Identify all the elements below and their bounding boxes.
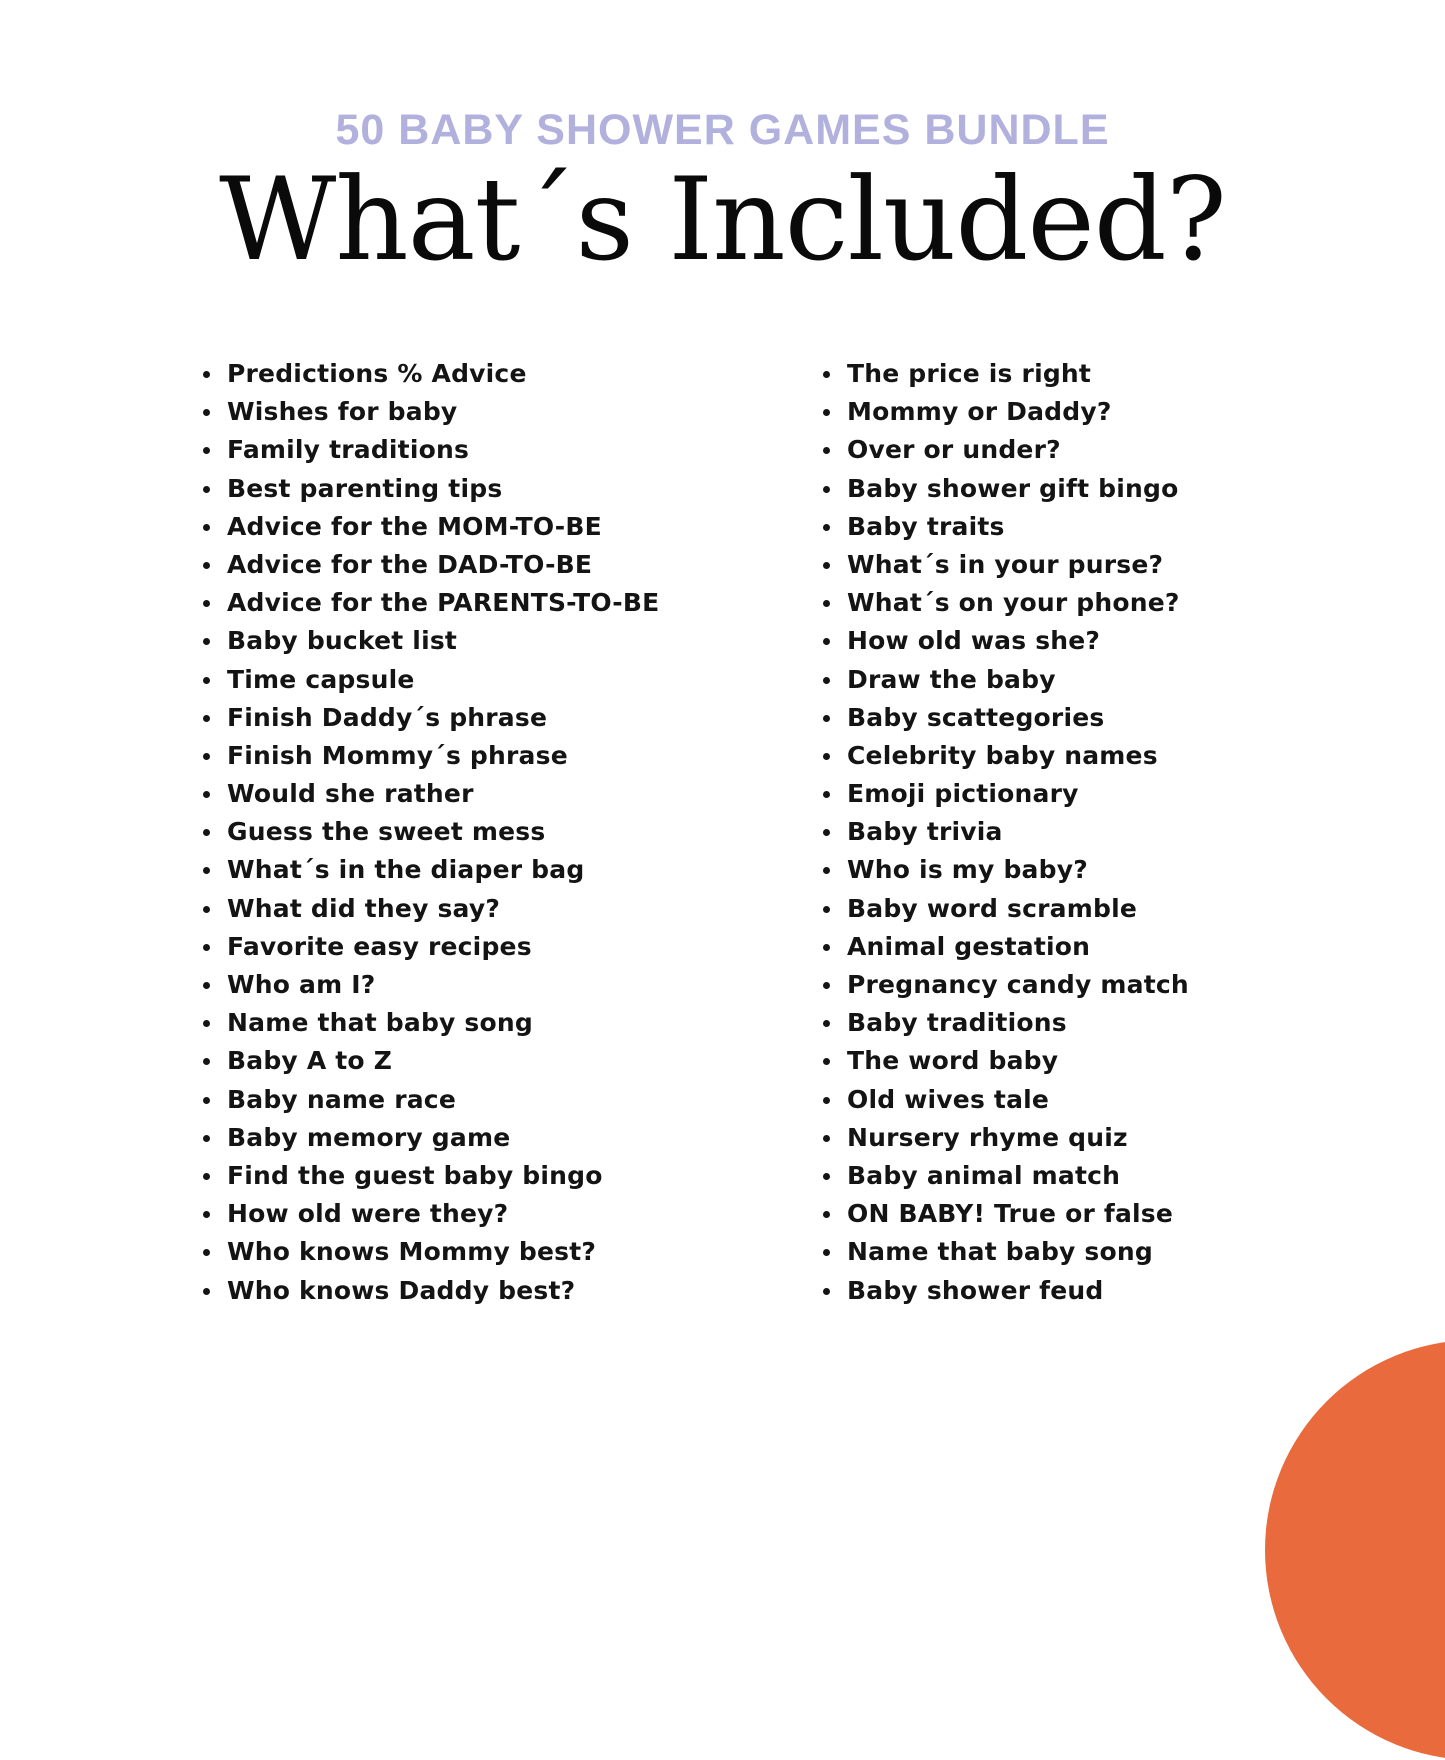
game-name: Baby shower gift bingo <box>847 473 1179 503</box>
list-item <box>200 890 659 928</box>
list-item <box>820 584 1189 622</box>
game-name: Celebrity baby names <box>847 740 1158 770</box>
game-name: Guess the sweet mess <box>227 817 546 847</box>
list-item <box>820 661 1189 699</box>
game-name: Baby traditions <box>847 1008 1067 1038</box>
game-name: Finish Daddy´s phrase <box>227 702 548 732</box>
list-item <box>200 584 659 622</box>
bullet-icon <box>823 829 830 836</box>
list-item <box>200 546 659 584</box>
game-name: What´s in the diaper bag <box>227 855 585 885</box>
game-name: Find the guest baby bingo <box>227 1160 603 1190</box>
bullet-icon <box>823 715 830 722</box>
bullet-icon <box>823 1020 830 1027</box>
game-name: Baby A to Z <box>227 1046 393 1076</box>
bullet-icon <box>823 906 830 913</box>
game-name: Baby animal match <box>847 1160 1121 1190</box>
bullet-icon <box>823 524 830 531</box>
bullet-icon <box>823 677 830 684</box>
bullet-icon <box>203 1288 210 1295</box>
list-item <box>820 737 1189 775</box>
list-item <box>200 661 659 699</box>
list-item <box>200 1004 659 1042</box>
bullet-icon <box>203 753 210 760</box>
list-item <box>200 928 659 966</box>
list-item <box>820 1004 1189 1042</box>
game-name: Predictions % Advice <box>227 359 527 388</box>
list-item <box>820 1119 1189 1157</box>
game-name: Advice for the DAD-TO-BE <box>227 549 593 579</box>
corner-mark-icon <box>1295 1379 1309 1400</box>
bullet-icon <box>203 1097 210 1104</box>
game-name: Baby name race <box>227 1084 456 1114</box>
bullet-icon <box>823 486 830 493</box>
game-name: Baby traits <box>847 511 1005 541</box>
game-name: Best parenting tips <box>227 473 503 503</box>
bullet-icon <box>203 791 210 798</box>
game-name: Animal gestation <box>847 931 1091 961</box>
game-name: Who am I? <box>227 970 376 999</box>
list-item <box>820 1195 1189 1233</box>
games-list-left <box>200 355 659 1310</box>
bullet-icon <box>203 715 210 722</box>
bullet-icon <box>203 1058 210 1065</box>
game-name: Time capsule <box>227 664 415 694</box>
game-name: Baby scattegories <box>847 702 1105 732</box>
bullet-icon <box>823 791 830 798</box>
bullet-icon <box>203 1020 210 1027</box>
list-item <box>200 1081 659 1119</box>
list-item <box>200 699 659 737</box>
bullet-icon <box>823 409 830 416</box>
list-item <box>820 1042 1189 1080</box>
list-item <box>820 1272 1189 1310</box>
list-item <box>200 508 659 546</box>
bullet-icon <box>203 447 210 454</box>
list-item <box>820 928 1189 966</box>
list-item <box>820 1157 1189 1195</box>
bullet-icon <box>823 1058 830 1065</box>
game-name: Who is my baby? <box>847 855 1088 885</box>
bullet-icon <box>203 1249 210 1256</box>
bullet-icon <box>203 829 210 836</box>
bullet-icon <box>823 944 830 951</box>
bullet-icon <box>823 1173 830 1180</box>
bullet-icon <box>823 600 830 607</box>
list-item <box>200 775 659 813</box>
bullet-icon <box>823 753 830 760</box>
bullet-icon <box>203 524 210 531</box>
game-name: Baby memory game <box>227 1122 511 1152</box>
list-item <box>820 508 1189 546</box>
bullet-icon <box>203 638 210 645</box>
game-name: The price is right <box>847 359 1092 388</box>
game-name: Nursery rhyme quiz <box>847 1122 1128 1152</box>
list-item <box>200 470 659 508</box>
list-item <box>820 1081 1189 1119</box>
bullet-icon <box>203 1135 210 1142</box>
bullet-icon <box>823 1135 830 1142</box>
bullet-icon <box>823 1288 830 1295</box>
list-item <box>820 813 1189 851</box>
game-name: Over or under? <box>847 435 1061 465</box>
list-item <box>820 775 1189 813</box>
bullet-icon <box>823 562 830 569</box>
game-name: Pregnancy candy match <box>847 970 1189 999</box>
bullet-icon <box>203 982 210 989</box>
game-name: The word baby <box>847 1046 1059 1076</box>
bullet-icon <box>203 562 210 569</box>
bullet-icon <box>823 638 830 645</box>
bullet-icon <box>823 371 830 378</box>
game-name: What´s in your purse? <box>847 549 1164 579</box>
list-item <box>820 851 1189 889</box>
list-item <box>820 966 1189 1004</box>
bullet-icon <box>823 1211 830 1218</box>
list-item <box>820 355 1189 393</box>
list-item <box>200 622 659 660</box>
list-item <box>200 1233 659 1271</box>
list-item <box>200 1119 659 1157</box>
bullet-icon <box>823 867 830 874</box>
game-name: Baby shower feud <box>847 1275 1104 1305</box>
games-list-right <box>820 355 1189 1310</box>
list-item <box>200 431 659 469</box>
game-name: Name that baby song <box>227 1008 533 1038</box>
game-name: ON BABY! True or false <box>847 1199 1174 1229</box>
game-name: Would she rather <box>227 779 474 809</box>
bullet-icon <box>823 447 830 454</box>
game-name: What´s on your phone? <box>847 588 1180 618</box>
list-item <box>820 622 1189 660</box>
bullet-icon <box>203 677 210 684</box>
list-item <box>820 890 1189 928</box>
bullet-icon <box>203 486 210 493</box>
game-name: Wishes for baby <box>227 397 458 427</box>
bullet-icon <box>203 906 210 913</box>
game-name: Draw the baby <box>847 664 1056 694</box>
game-name: Favorite easy recipes <box>227 931 532 961</box>
bullet-icon <box>823 1097 830 1104</box>
list-item <box>200 1272 659 1310</box>
game-name: Old wives tale <box>847 1084 1050 1114</box>
bullet-icon <box>203 371 210 378</box>
bullet-icon <box>203 409 210 416</box>
bullet-icon <box>203 867 210 874</box>
game-name: Advice for the PARENTS-TO-BE <box>227 588 660 618</box>
subtitle: 50 BABY SHOWER GAMES BUNDLE <box>335 106 1110 154</box>
list-item <box>820 1233 1189 1271</box>
game-name: How old were they? <box>227 1199 509 1229</box>
list-item <box>200 737 659 775</box>
game-name: Family traditions <box>227 435 470 465</box>
game-name: Finish Mommy´s phrase <box>227 740 568 770</box>
game-name: Baby trivia <box>847 817 1003 847</box>
game-name: Baby word scramble <box>847 893 1137 923</box>
list-item <box>200 355 659 393</box>
game-name: Name that baby song <box>847 1237 1153 1267</box>
game-name: Emoji pictionary <box>847 779 1079 809</box>
game-name: Mommy or Daddy? <box>847 397 1112 427</box>
bullet-icon <box>823 1249 830 1256</box>
list-item <box>200 813 659 851</box>
page-title: What´s Included? <box>219 153 1226 286</box>
list-item <box>820 470 1189 508</box>
list-item <box>200 1157 659 1195</box>
corner-decoration <box>1265 1340 1445 1760</box>
bullet-icon <box>823 982 830 989</box>
list-item <box>820 431 1189 469</box>
list-item <box>820 699 1189 737</box>
list-item <box>200 393 659 431</box>
game-name: Baby bucket list <box>227 626 458 656</box>
bullet-icon <box>203 1173 210 1180</box>
game-name: How old was she? <box>847 626 1101 656</box>
list-item <box>200 966 659 1004</box>
list-item <box>200 1042 659 1080</box>
game-name: What did they say? <box>227 893 501 923</box>
list-item <box>820 393 1189 431</box>
game-name: Advice for the MOM-TO-BE <box>227 511 602 541</box>
bullet-icon <box>203 600 210 607</box>
list-item <box>200 851 659 889</box>
game-name: Who knows Mommy best? <box>227 1237 597 1267</box>
game-name: Who knows Daddy best? <box>227 1275 576 1305</box>
list-item <box>820 546 1189 584</box>
list-item <box>200 1195 659 1233</box>
bullet-icon <box>203 1211 210 1218</box>
bullet-icon <box>203 944 210 951</box>
